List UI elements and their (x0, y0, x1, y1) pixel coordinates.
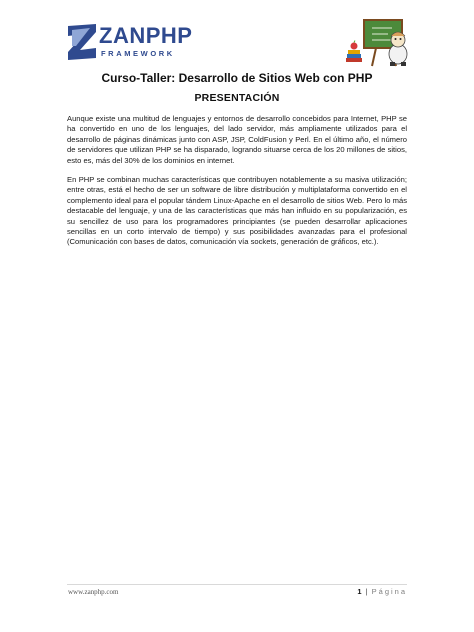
paragraph: Aunque existe una multitud de lenguajes y entornos de desarrollo concebidos para Internet, PHP se ha convertido en uno de los lenguajes, del lado servidor, más ampliamente utilizados para el desarrollo de páginas dinámicas junto con ASP, JSP, ColdFusion y Perl. En el último año, el número de servidores que utilizan PHP se ha disparado, logrando situarse cerca de los 20 millones de sitios, esto es, más del 30% de los dominios en internet. (67, 114, 407, 165)
paragraph: En PHP se combinan muchas características que contribuyen notablemente a su masiva utilización; entre otras, está el hecho de ser un software de libre distribución y multiplataforma convertido en el complemento ideal para el popular tándem Linux-Apache en el desarrollo de sitios Web. Pero lo más destacable del lenguaje, y una de las características que más han influido en su popularización, es su sencillez de uso para los programadores principiantes (se pueden desarrollar aplicaciones sencillas en un corto intervalo de tiempo) y sus posibilidades avanzadas para el profesional (Comunicación con bases de datos, comunicación vía sockets, generación de gráficos, etc.). (67, 175, 407, 247)
document-body (67, 114, 407, 257)
page-header (0, 0, 474, 70)
footer-divider (67, 584, 407, 585)
logo-tagline: FRAMEWORK (101, 49, 175, 58)
section-heading: PRESENTACIÓN (194, 92, 280, 104)
page-label: Página (371, 587, 407, 596)
zanphp-logo (66, 22, 196, 62)
page-number: 1 (357, 587, 362, 596)
teacher-mascot-icon (342, 14, 412, 70)
page-separator: | (365, 587, 368, 596)
zanphp-z-logo-icon (66, 22, 102, 62)
document-title: Curso-Taller: Desarrollo de Sitios Web con PHP (101, 71, 373, 85)
footer-page-info (357, 587, 407, 596)
footer-url: www.zanphp.com (68, 588, 119, 596)
logo-name: ZANPHP (99, 23, 193, 48)
